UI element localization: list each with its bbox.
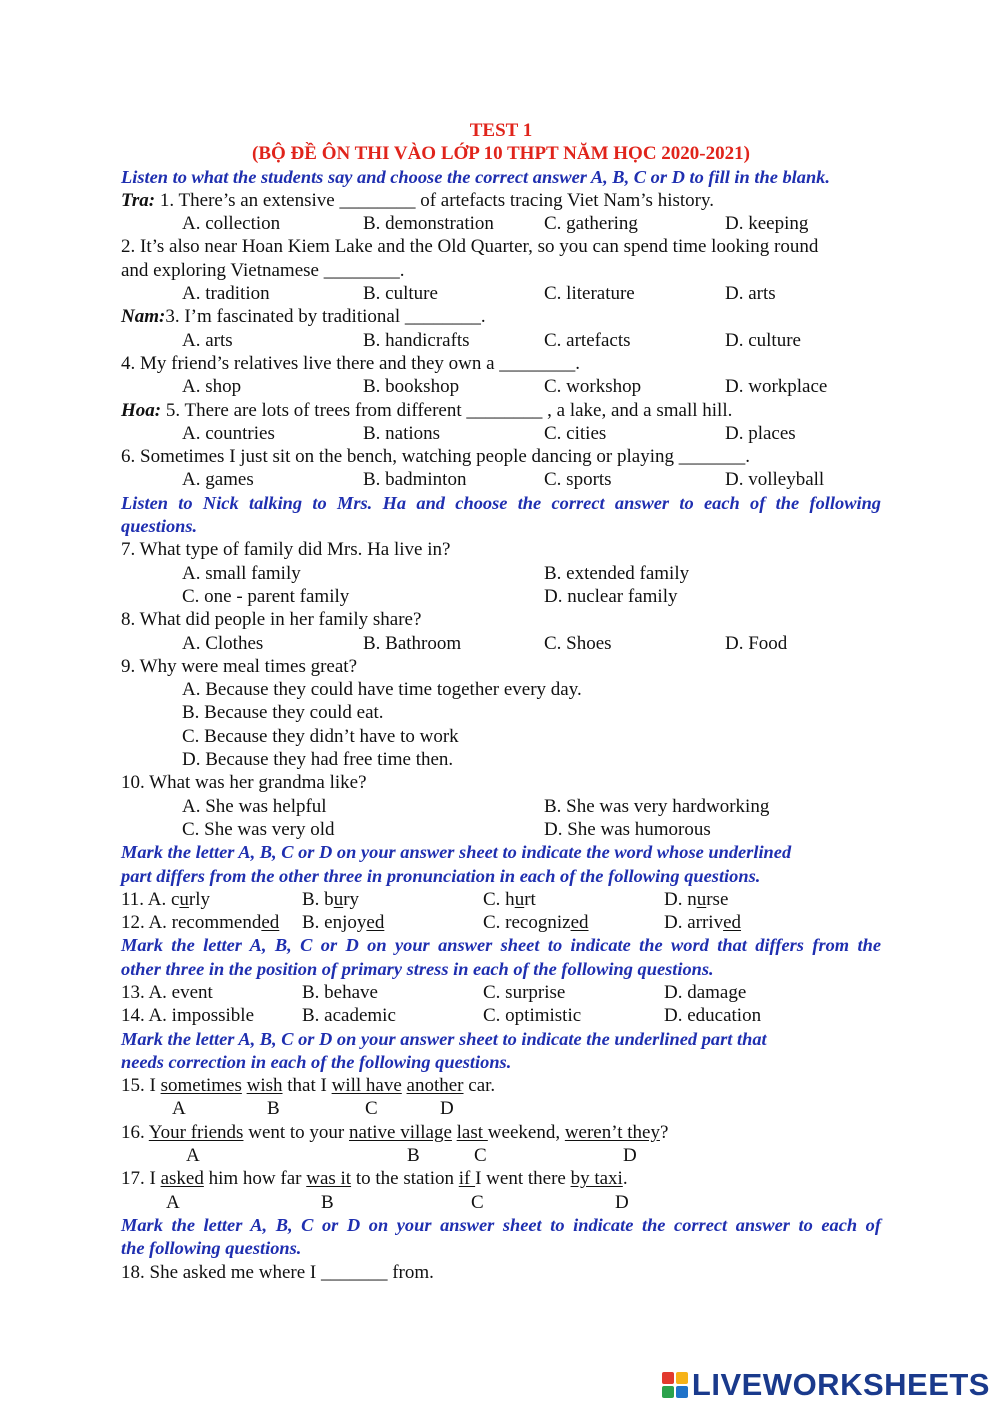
option-d[interactable]: D. workplace [725, 376, 828, 398]
option-b[interactable]: B. Because they could eat. [182, 702, 384, 724]
option-b[interactable]: B. bury [302, 888, 360, 910]
letter-c: C [365, 1098, 378, 1120]
question-12 [121, 911, 881, 934]
section-6-instruction-cont: the following questions. [121, 1238, 302, 1259]
option-b[interactable]: B. demonstration [363, 213, 494, 235]
option-c[interactable]: C. hurt [483, 888, 536, 910]
test-title: TEST 1 [469, 120, 533, 141]
part-d[interactable]: weren’t they [564, 1121, 660, 1143]
option-a[interactable]: 13. A. event [121, 981, 213, 1003]
option-d[interactable]: D. Food [725, 632, 788, 654]
section-3-instruction-cont: part differs from the other three in pronunciation in each of the following questions. [121, 865, 761, 886]
question-10: 10. What was her grandma like? [121, 772, 367, 794]
question-7-options-row-2 [121, 585, 881, 608]
question-4-options [121, 375, 881, 398]
question-10-options-row-1 [121, 795, 881, 818]
question-2-line-2: and exploring Vietnamese ________. [121, 259, 405, 281]
question-6-options [121, 468, 881, 491]
part-a[interactable]: Your friends [148, 1121, 244, 1143]
option-c[interactable]: C. one - parent family [182, 585, 350, 607]
option-c[interactable]: C. recognized [483, 912, 589, 934]
option-d[interactable]: D. education [664, 1005, 762, 1027]
part-b[interactable]: native village [349, 1121, 452, 1143]
question-1-options [121, 212, 881, 235]
option-a[interactable]: A. shop [182, 376, 242, 398]
letter-a: A [166, 1191, 180, 1213]
option-c[interactable]: C. artefacts [544, 329, 631, 351]
question-7-options-row-1 [121, 562, 881, 585]
option-b[interactable]: B. enjoyed [302, 912, 385, 934]
option-a[interactable]: A. Clothes [182, 632, 264, 654]
option-a[interactable]: A. arts [182, 329, 233, 351]
speaker-label: Nam: [121, 306, 166, 328]
option-d[interactable]: D. arts [725, 283, 776, 305]
question-text: 5. There are lots of trees from different ________ , a lake, and a small hill. [161, 399, 733, 421]
letter-a: A [172, 1098, 186, 1120]
option-a[interactable]: 11. A. curly [121, 888, 211, 910]
section-1-instruction: Listen to what the students say and choose the correct answer A, B, C or D to fill in the blank. [121, 166, 830, 187]
option-d[interactable]: D. She was humorous [544, 818, 711, 840]
option-d[interactable]: D. culture [725, 329, 801, 351]
option-b[interactable]: B. culture [363, 283, 438, 305]
letter-d: D [615, 1191, 629, 1213]
option-b[interactable]: B. behave [302, 981, 378, 1003]
letter-b: B [321, 1191, 334, 1213]
option-b[interactable]: B. academic [302, 1005, 396, 1027]
option-d[interactable]: D. damage [664, 981, 747, 1003]
question-5 [121, 399, 881, 422]
worksheet-page [121, 119, 881, 1284]
letter-b: B [267, 1098, 280, 1120]
question-11 [121, 888, 881, 911]
option-b[interactable]: B. extended family [544, 562, 690, 584]
question-6: 6. Sometimes I just sit on the bench, watching people dancing or playing _______. [121, 446, 751, 468]
option-a[interactable]: A. Because they could have time together every day. [182, 679, 582, 701]
letter-a: A [186, 1145, 200, 1167]
logo-text: LIVEWORKSHEETS [691, 1367, 990, 1402]
question-2-line-1: 2. It’s also near Hoan Kiem Lake and the Old Quarter, so you can spend time looking round [121, 236, 819, 258]
option-d[interactable]: D. keeping [725, 213, 809, 235]
question-15: 15. I sometimes wish that I will have another car. [121, 1075, 496, 1097]
option-c[interactable]: C. sports [544, 469, 612, 491]
option-d[interactable]: D. places [725, 422, 796, 444]
option-c[interactable]: C. Shoes [544, 632, 612, 654]
question-17-letters [121, 1191, 881, 1214]
option-a[interactable]: A. small family [182, 562, 301, 584]
question-16: 16. Your friends went to your native village last weekend, weren’t they? [121, 1121, 669, 1143]
speaker-label: Hoa: [121, 399, 162, 421]
letter-d: D [440, 1098, 454, 1120]
option-b[interactable]: B. bookshop [363, 376, 460, 398]
option-a[interactable]: 12. A. recommended [121, 912, 280, 934]
option-d[interactable]: D. nuclear family [544, 585, 678, 607]
letter-c: C [471, 1191, 484, 1213]
option-a[interactable]: A. tradition [182, 283, 270, 305]
section-6-instruction: Mark the letter A, B, C or D on your answer sheet to indicate the correct answer to each of [121, 1214, 881, 1235]
part-a[interactable]: sometimes [160, 1075, 242, 1097]
option-c[interactable]: C. literature [544, 283, 635, 305]
question-2-options [121, 282, 881, 305]
option-a[interactable]: A. games [182, 469, 254, 491]
part-d[interactable]: by taxi [570, 1168, 623, 1190]
option-a[interactable]: A. countries [182, 422, 275, 444]
letter-d: D [623, 1145, 637, 1167]
part-c[interactable]: last [456, 1121, 488, 1143]
option-d[interactable]: D. volleyball [725, 469, 825, 491]
question-8-options [121, 632, 881, 655]
question-14 [121, 1004, 881, 1027]
question-5-options [121, 422, 881, 445]
part-b[interactable]: was it [306, 1168, 352, 1190]
question-9: 9. Why were meal times great? [121, 655, 357, 677]
option-a[interactable]: 14. A. impossible [121, 1005, 255, 1027]
section-3-instruction: Mark the letter A, B, C or D on your answer sheet to indicate the word whose underlined [121, 842, 792, 863]
part-d[interactable]: another [406, 1075, 464, 1097]
option-b[interactable]: B. nations [363, 422, 441, 444]
letter-b: B [407, 1145, 420, 1167]
question-17: 17. I asked him how far was it to the station if I went there by taxi. [121, 1168, 628, 1190]
option-a[interactable]: A. collection [182, 213, 281, 235]
option-a[interactable]: A. She was helpful [182, 795, 327, 817]
option-b[interactable]: B. Bathroom [363, 632, 462, 654]
option-b[interactable]: B. She was very hardworking [544, 795, 770, 817]
question-13 [121, 981, 881, 1004]
speaker-label: Tra: [121, 189, 156, 211]
letter-c: C [474, 1145, 487, 1167]
section-2-instruction: Listen to Nick talking to Mrs. Ha and choose the correct answer to each of the following [121, 492, 881, 513]
part-b[interactable]: wish [246, 1075, 283, 1097]
part-c[interactable]: will have [331, 1075, 402, 1097]
question-text: 3. I’m fascinated by traditional ________. [165, 306, 486, 328]
liveworksheets-logo-icon [662, 1372, 688, 1398]
option-c[interactable]: C. Because they didn’t have to work [182, 725, 459, 747]
section-5-instruction: Mark the letter A, B, C or D on your answer sheet to indicate the underlined part that [121, 1028, 767, 1049]
option-b[interactable]: B. handicrafts [363, 329, 470, 351]
option-c[interactable]: C. She was very old [182, 818, 335, 840]
question-1 [121, 189, 881, 212]
liveworksheets-logo[interactable] [662, 1365, 990, 1405]
option-c[interactable]: C. workshop [544, 376, 642, 398]
question-4: 4. My friend’s relatives live there and they own a ________. [121, 352, 581, 374]
option-d[interactable]: D. Because they had free time then. [182, 749, 454, 771]
question-16-letters [121, 1144, 881, 1167]
question-10-options-row-2 [121, 818, 881, 841]
question-3 [121, 305, 881, 328]
question-8: 8. What did people in her family share? [121, 609, 422, 631]
option-d[interactable]: D. arrived [664, 912, 742, 934]
option-c[interactable]: C. optimistic [483, 1005, 582, 1027]
part-c[interactable]: if [458, 1168, 476, 1190]
question-15-letters [121, 1097, 881, 1120]
question-text: 1. There’s an extensive ________ of artefacts tracing Viet Nam’s history. [155, 189, 714, 211]
question-3-options [121, 329, 881, 352]
part-a[interactable]: asked [160, 1168, 204, 1190]
option-c[interactable]: C. cities [544, 422, 607, 444]
option-c[interactable]: C. gathering [544, 213, 638, 235]
section-5-instruction-cont: needs correction in each of the following questions. [121, 1051, 512, 1072]
option-d[interactable]: D. nurse [664, 888, 729, 910]
section-2-instruction-cont: questions. [121, 516, 198, 537]
option-b[interactable]: B. badminton [363, 469, 467, 491]
test-subtitle: (BỘ ĐỀ ÔN THI VÀO LỚP 10 THPT NĂM HỌC 2020-2021) [252, 143, 750, 165]
section-4-instruction: Mark the letter A, B, C or D on your answer sheet to indicate the word that differs from the [121, 935, 881, 956]
question-18: 18. She asked me where I _______ from. [121, 1261, 434, 1283]
question-7: 7. What type of family did Mrs. Ha live in? [121, 539, 451, 561]
option-c[interactable]: C. surprise [483, 981, 566, 1003]
section-4-instruction-cont: other three in the position of primary stress in each of the following questions. [121, 958, 714, 979]
